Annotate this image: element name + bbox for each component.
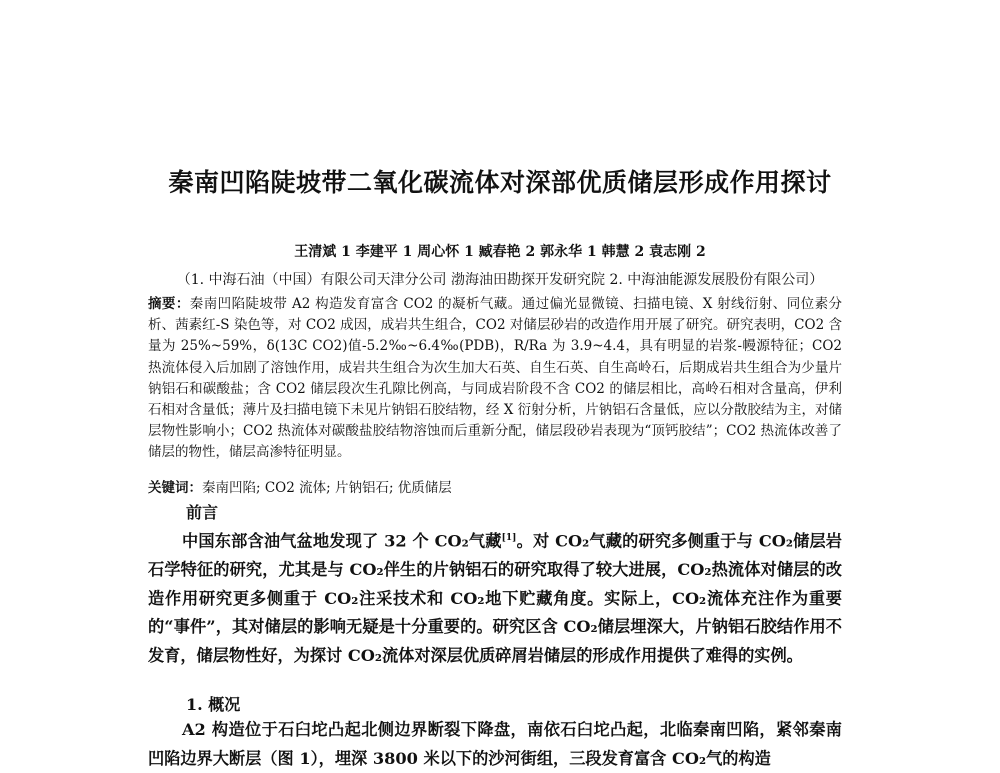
- intro-paragraph: [148, 524, 842, 670]
- section-heading-intro: 前言: [186, 503, 219, 522]
- affiliation: （1. 中海石油（中国）有限公司天津分公司 渤海油田勘探开发研究院 2. 中海油能源发展股份有限公司）: [176, 272, 824, 288]
- abstract-label: 摘要：: [148, 296, 190, 312]
- author-list: 王清斌 1 李建平 1 周心怀 1 臧春艳 2 郭永华 1 韩慧 2 袁志刚 2: [294, 244, 706, 260]
- citation-ref: [1]: [501, 533, 517, 543]
- intro-text-part2: 。对 CO₂气藏的研究多侧重于与 CO₂储层岩石学特征的研究，尤其是与 CO₂伴生的片钠铝石的研究取得了较大进展，CO₂热流体对储层的改造作用研究更多侧重于 CO₂注采技术和 CO₂地下贮藏角度。实际上，CO₂流体充注作为重要的“事件”，其对储层的影响无疑是十分重要的。研究区含 CO₂储层埋深大，片钠铝石胶结作用不发育，储层物性好，为探讨 CO₂流体对深层优质碎屑岩储层的形成作用提供了难得的实例。: [148, 531, 842, 665]
- overview-paragraph: A2 构造位于石臼坨凸起北侧边界断裂下降盘，南依石臼坨凸起，北临秦南凹陷，紧邻秦南凹陷边界大断层（图 1），埋深 3800 米以下的沙河街组，三段发育富含 CO₂气的构造: [148, 720, 842, 768]
- section-heading-overview: 1. 概况: [186, 695, 241, 714]
- abstract: [148, 294, 842, 464]
- abstract-text: 秦南凹陷陡坡带 A2 构造发育富含 CO2 的凝析气藏。通过偏光显微镜、扫描电镜、X 射线衍射、同位素分析、茜素红-S 染色等，对 CO2 成因，成岩共生组合，CO2 对储层砂岩的改造作用开展了研究。研究表明，CO2 含量为 25%~59%，δ(13C CO2)值-5.2‰~6.4‰(PDB)，R/Ra 为 3.9~4.4，具有明显的岩浆-幔源特征；CO2 热流体侵入后加剧了溶蚀作用，成岩共生组合为次生加大石英、自生石英、自生高岭石，后期成岩共生组合为少量片钠铝石和碳酸盐；含 CO2 储层段次生孔隙比例高，与同成岩阶段不含 CO2 的储层相比，高岭石相对含量高，伊利石相对含量低；薄片及扫描电镜下未见片钠铝石胶结物，经 X 衍射分析，片钠铝石含量低，应以分散胶结为主，对储层物性影响小；CO2 热流体对碳酸盐胶结物溶蚀而后重新分配，储层段砂岩表现为“顶钙胶结”；CO2 热流体改善了储层的物性，储层高渗特征明显。: [148, 296, 843, 461]
- paper-title: 秦南凹陷陡坡带二氧化碳流体对深部优质储层形成作用探讨: [168, 168, 832, 197]
- keywords-label: 关键词：: [148, 480, 202, 496]
- intro-text-part1: 中国东部含油气盆地发现了 32 个 CO₂气藏: [182, 531, 502, 551]
- keywords: [148, 478, 842, 498]
- keywords-text: 秦南凹陷; CO2 流体; 片钠铝石; 优质储层: [202, 480, 452, 496]
